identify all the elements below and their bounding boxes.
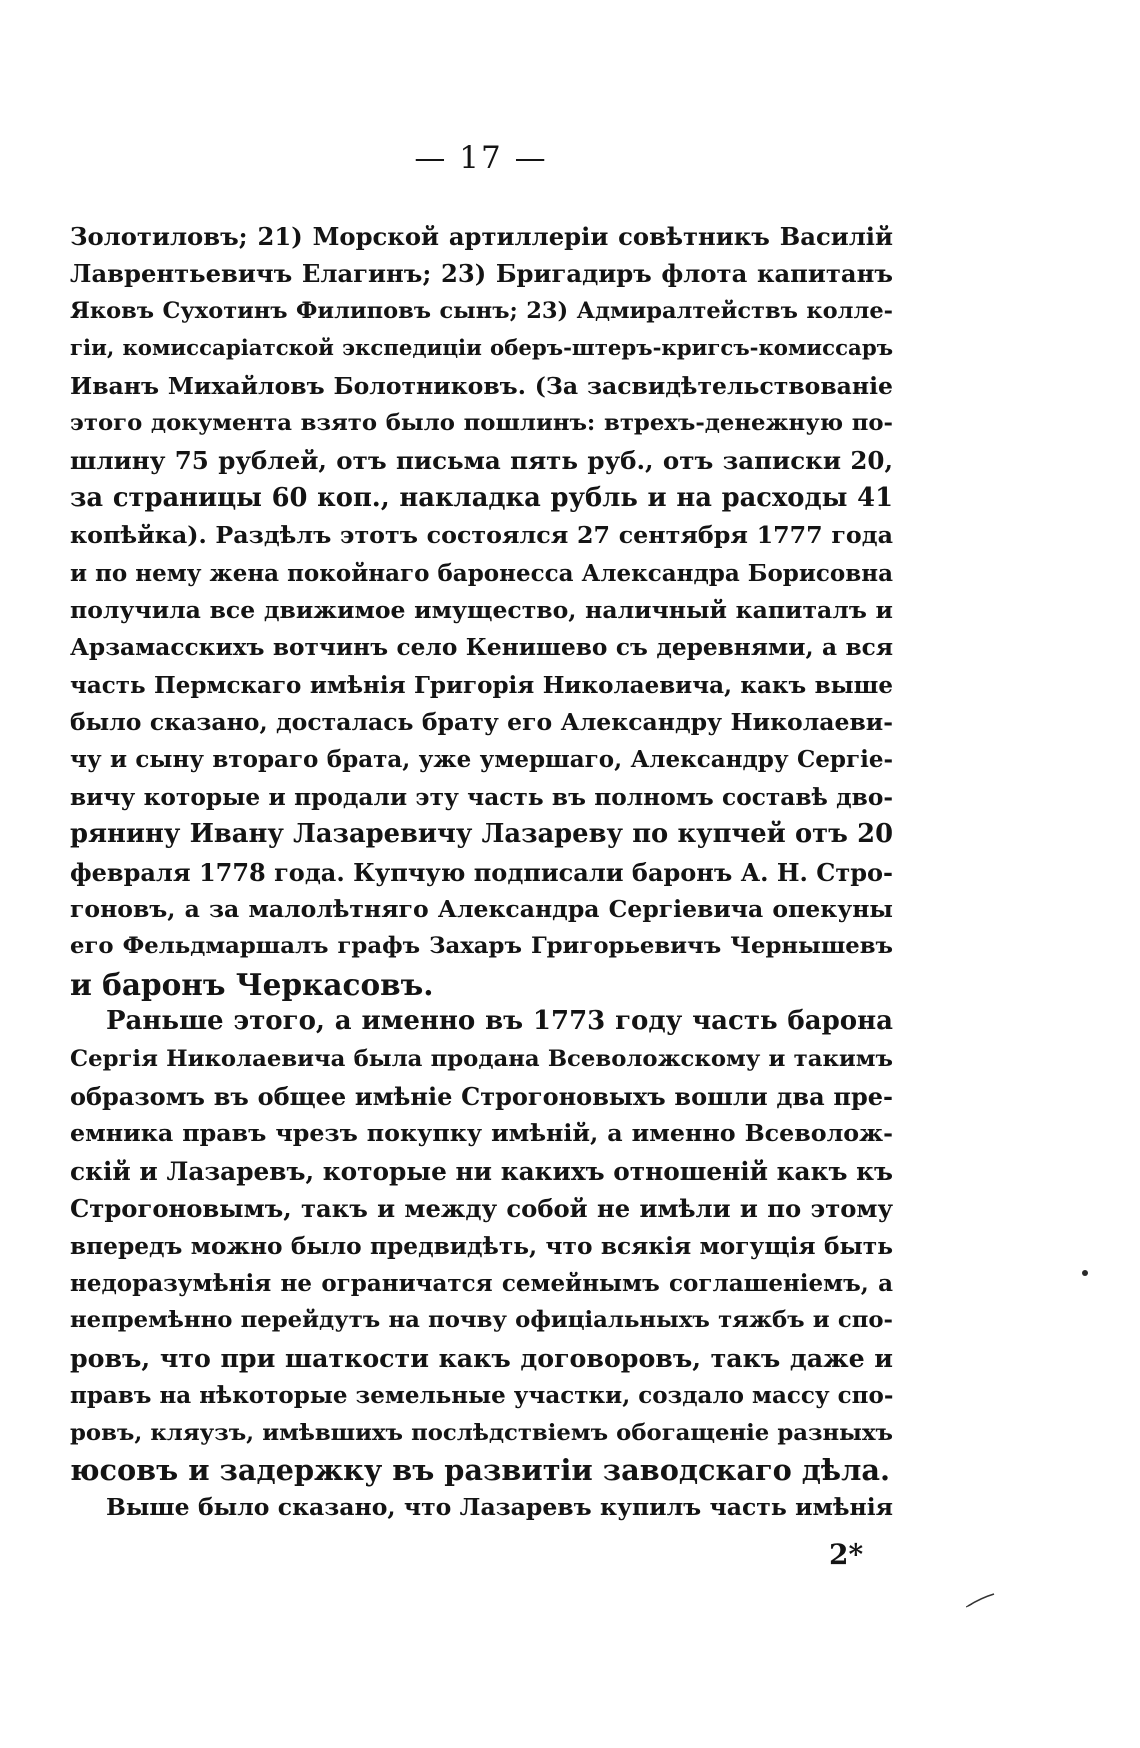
text-line: Иванъ Михайловъ Болотниковъ. (За засвидѣтельствованіе [70, 371, 893, 400]
text-line: Раньше этого, а именно въ 1773 году часть барона [106, 1006, 893, 1037]
text-line: Лаврентьевичъ Елагинъ; 23) Бригадиръ флота капитанъ [70, 259, 893, 289]
text-line: и по нему жена покойнаго баронесса Александра Борисовна [70, 559, 893, 587]
text-line: вичу которые и продали эту часть въ полномъ составѣ дво- [70, 783, 893, 811]
text-line: ровъ, кляузъ, имѣвшихъ послѣдствіемъ обогащеніе разныхъ [70, 1419, 893, 1446]
text-line: образомъ въ общее имѣніе Строгоновыхъ вошли два пре- [70, 1081, 893, 1111]
pencil-mark-icon [966, 1592, 996, 1608]
text-line: Арзамасскихъ вотчинъ село Кенишево съ деревнями, а вся [70, 634, 893, 662]
text-line: шлину 75 рублей, отъ письма пять руб., отъ записки 20, [70, 446, 893, 476]
text-line: юсовъ и задержку въ развитіи заводскаго дѣла. [70, 1452, 891, 1487]
text-line: Яковъ Сухотинъ Филиповъ сынъ; 23) Адмиралтействъ колле- [70, 297, 893, 324]
text-line: за страницы 60 коп., накладка рубль и на расходы 41 [70, 482, 893, 513]
text-line: недоразумѣнія не ограничатся семейнымъ соглашеніемъ, а [70, 1269, 893, 1297]
text-line: получила все движимое имущество, наличный капиталъ и [70, 595, 893, 624]
text-line: копѣйка). Раздѣлъ этотъ состоялся 27 сентября 1777 года [70, 521, 893, 550]
text-line: часть Пермскаго имѣнія Григорія Николаевича, какъ выше [70, 671, 893, 699]
text-line: этого документа взято было пошлинъ: втрехъ-денежную по- [70, 409, 893, 436]
signature-mark: 2* [829, 1538, 864, 1571]
text-line: чу и сыну втораго брата, уже умершаго, Александру Сергіе- [70, 746, 893, 774]
margin-dot [1082, 1270, 1088, 1276]
text-line: Сергія Николаевича была продана Всеволожскому и такимъ [70, 1045, 893, 1072]
text-line: рянину Ивану Лазаревичу Лазареву по купчей отъ 20 [70, 819, 893, 850]
text-line: Золотиловъ; 21) Морской артиллеріи совѣтникъ Василій [70, 222, 893, 251]
body-text [70, 218, 893, 1527]
text-line: ровъ, что при шаткости какъ договоровъ, такъ даже и [70, 1342, 893, 1373]
text-line: гіи, комиссаріатской экспедиціи оберъ-штеръ-кригсъ-комиссаръ [70, 336, 893, 362]
text-line: гоновъ, а за малолѣтняго Александра Сергіевича опекуны [70, 895, 893, 924]
page-number: — 17 — [414, 140, 548, 176]
text-line: было сказано, досталась брату его Александру Николаеви- [70, 708, 893, 737]
text-line: скій и Лазаревъ, которые ни какихъ отношеній какъ къ [70, 1156, 893, 1186]
text-line: впередъ можно было предвидѣть, что всякія могущія быть [70, 1232, 893, 1260]
text-line: и баронъ Черкасовъ. [70, 966, 434, 1002]
text-line: непремѣнно перейдутъ на почву офиціальныхъ тяжбъ и спо- [70, 1307, 893, 1334]
text-line: Выше было сказано, что Лазаревъ купилъ часть имѣнія [106, 1493, 893, 1522]
text-line: емника правъ чрезъ покупку имѣній, а именно Всеволож- [70, 1119, 893, 1148]
text-line: февраля 1778 года. Купчую подписали баронъ А. Н. Стро- [70, 857, 893, 887]
text-line: правъ на нѣкоторые земельные участки, создало массу спо- [70, 1382, 893, 1410]
text-line: Строгоновымъ, такъ и между собой не имѣли и по этому [70, 1194, 893, 1224]
text-line: его Фельдмаршалъ графъ Захаръ Григорьевичъ Чернышевъ [70, 933, 893, 960]
